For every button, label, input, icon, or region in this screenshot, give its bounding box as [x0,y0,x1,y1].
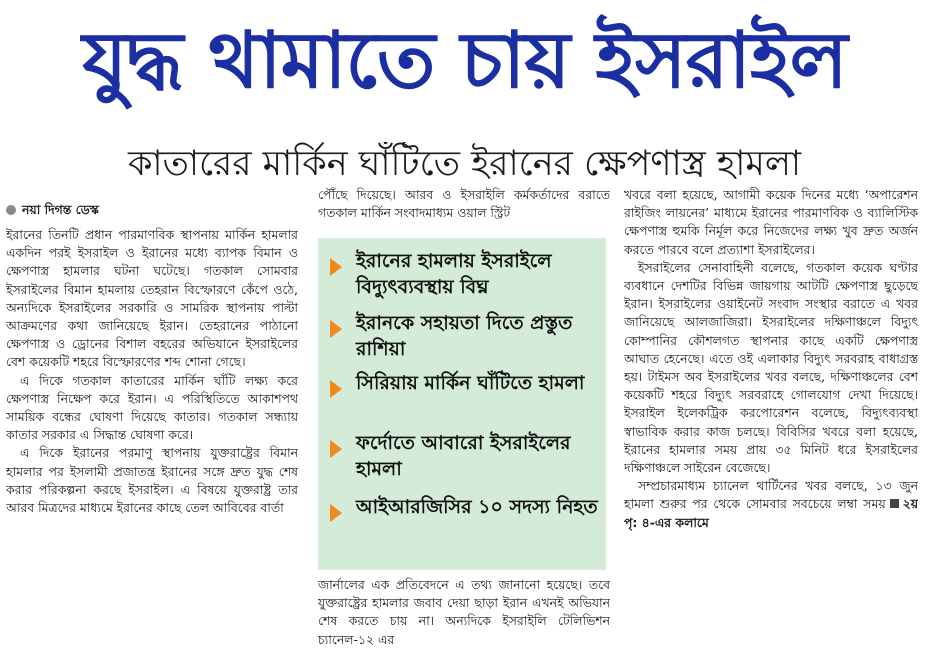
byline [6,200,298,220]
paragraph: পৌঁছে দিয়েছে। আরব ও ইসরাইলি কর্মকর্তাদের বরাতে গতকাল মার্কিন সংবাদমাধ্যম ওয়াল স্ট্রিট [318,187,610,221]
paragraph: এ দিকে ইরানের পরমাণু স্থাপনায় যুক্তরাষ্ট্রের বিমান হামলার পর ইসলামী প্রজাতন্ত্র ইরানের সঙ্গে দ্রুত যুদ্ধ শেষ করার পরিকল্পনা করছে ইসরাইল। এ বিষয়ে যুক্তরাষ্ট্র তার আরব মিত্রদের মাধ্যমে ইরানের কাছে তেল আবিবের বার্তা [6,445,298,516]
highlight-item [318,248,606,300]
highlight-text: ইরানকে সহায়তা দিতে প্রস্তুত রাশিয়া [356,312,573,360]
triangle-bullet-icon [330,320,342,338]
article-column-2-bottom [318,576,610,646]
paragraph [624,477,918,532]
highlight-text: ইরানের হামলায় ইসরাইলে বিদ্যুৎব্যবস্থায় বিঘ্ন [356,250,552,298]
paragraph-text: সম্প্রচারমাধ্যম চ্যানেল থার্টিনের খবর বলছে, ১৩ জুন হামলা শুরুর পর থেকে সোমবার সবচেয়ে লম্বা সময় [624,478,918,512]
triangle-bullet-icon [330,380,342,398]
paragraph: ইরানের তিনটি প্রধান পারমাণবিক স্থাপনায় মার্কিন হামলার একদিন পরই ইসরাইল ও ইরানের মধ্যে ব্যাপক বিমান ও ক্ষেপণাস্ত্র হামলার ঘটনা ঘটেছে। গতকাল সোমবার ইসরাইলের বিমান হামলায় তেহরান বিস্ফোরণে কেঁপে ওঠে, অন্যদিকে ইসরাইলের সরকারি ও সামরিক স্থাপনায় পাল্টা আক্রমণের কথা জানিয়েছে ইরান। তেহরানের পাঠানো ক্ষেপণাস্ত্র ও ড্রোনের বিশাল বহরের অভিযানে ইসরাইলের বেশ কয়েকটি শহরে বিস্ফোরণের শব্দ শোনা গেছে। [6,227,298,370]
highlight-text: আইআরজিসির ১০ সদস্য নিহত [356,496,598,518]
article-column-1 [6,200,298,645]
highlights-box [318,238,606,570]
triangle-bullet-icon [330,258,342,276]
square-marker-icon [890,499,899,508]
article-column-3 [624,186,918,646]
bullet-dot-icon [6,205,16,215]
highlight-item [318,430,606,482]
byline-text: নয়া দিগন্ত ডেস্ক [22,202,99,217]
paragraph: খবরে বলা হয়েছে, আগামী কয়েক দিনের মধ্যে ‘অপারেশন রাইজিং লায়নের’ মাধ্যমে ইরানের পারমাণবিক ও ব্যালিস্টিক ক্ষেপণাস্ত্র হুমকি নির্মূল করে নিজেদের লক্ষ্য খুব দ্রুত অর্জন করতে পারবে বলে প্রত্যাশা ইসরাইলের। [624,187,918,257]
article-column-2-top [318,186,610,226]
headline: যুদ্ধ থামাতে চায় ইসরাইল [82,16,847,106]
subheadline: কাতারের মার্কিন ঘাঁটিতে ইরানের ক্ষেপণাস্ত্র হামলা [127,144,802,184]
highlight-item [318,370,606,398]
continuation-teaser[interactable]: ২য় পৃ: ৪-এর কলামে [624,496,918,530]
paragraph: জার্নালের এক প্রতিবেদনে এ তথ্য জানানো হয়েছে। তবে যুক্তরাষ্ট্রের হামলার জবাব দেয়া ছাড়া ইরান এখনই অভিযান শেষ করতে চায় না। অন্যদিকে ইসরাইলি টেলিভিশন চ্যানেল-১২ এর [318,577,610,646]
paragraph: এ দিকে গতকাল কাতারের মার্কিন ঘাঁটি লক্ষ্য করে ক্ষেপণাস্ত্র নিক্ষেপ করে ইরান। এ পরিস্থিতিতে আকাশপথ সাময়িক বন্ধের ঘোষণা দিয়েছে কাতার। গতকাল সন্ধ্যায় কাতার সরকার এ সিদ্ধান্ত ঘোষণা করে। [6,372,298,443]
highlight-item [318,494,606,522]
highlight-text: ফর্দোতে আবারো ইসরাইলের হামলা [356,432,571,480]
triangle-bullet-icon [330,504,342,522]
paragraph: ইসরাইলের সেনাবাহিনী বলেছে, গতকাল কয়েক ঘণ্টার ব্যবধানে দেশটির বিভিন্ন জায়গায় আটটি ক্ষেপণাস্ত্র ছুড়েছে ইরান। ইসরাইলের ওয়াইনেট সংবাদ সংস্থার বরাতে এ খবর জানিয়েছে আলজাজিরা। ইসরাইলের দক্ষিণাঞ্চলে বিদ্যুৎ কোম্পানির কৌশলগত স্থাপনার কাছে একটি ক্ষেপণাস্ত্র আঘাত হেনেছে। এতে ওই এলাকার বিদ্যুৎ সরবরাহ বাধাগ্রস্ত হয়। টাইমস অব ইসরাইলের খবর বলছে, দক্ষিণাঞ্চলের বেশ কয়েকটি শহরে বিদ্যুৎ সরবরাহে গোলযোগ দেখা দিয়েছে। ইসরাইল ইলেকট্রিক করপোরেশন বলেছে, বিদ্যুৎব্যবস্থা স্বাভাবিক করার কাজ চলছে। বিবিসির খবরে বলা হয়েছে, ইরানের হামলার সময় প্রায় ৩৫ মিনিট ধরে ইসরাইলের দক্ষিণাঞ্চলে সাইরেন বেজেছে। [624,259,918,476]
highlight-text: সিরিয়ায় মার্কিন ঘাঁটিতে হামলা [356,372,585,394]
triangle-bullet-icon [330,440,342,458]
highlight-item [318,310,606,362]
